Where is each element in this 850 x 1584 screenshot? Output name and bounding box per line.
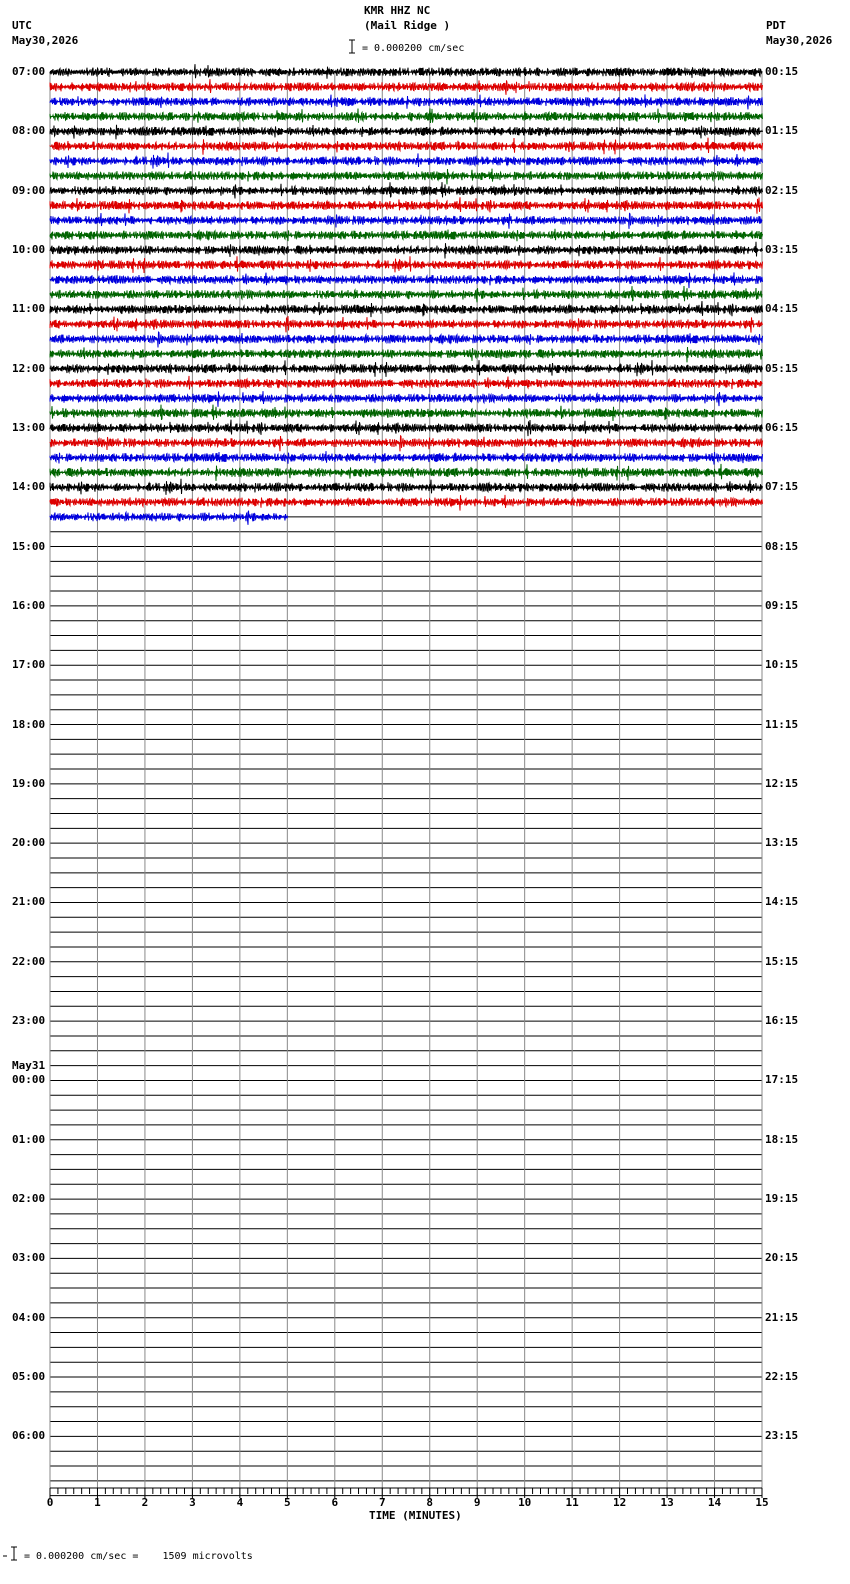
trace-line [50, 153, 763, 169]
trace-line [50, 125, 763, 140]
left-timezone: UTC [12, 19, 32, 32]
local-hour-label: 22:15 [765, 1370, 799, 1384]
trace-line [50, 138, 763, 155]
x-tick-label: 6 [331, 1496, 339, 1509]
x-tick-label: 11 [565, 1496, 579, 1509]
local-hour-label: 07:15 [765, 480, 799, 494]
time-axis [50, 1488, 762, 1498]
utc-hour-label: 04:00 [12, 1310, 46, 1324]
utc-hour-label: 20:00 [12, 836, 46, 850]
left-date: May30,2026 [12, 34, 79, 47]
trace-line [50, 64, 763, 79]
utc-hour-label: 00:00 [12, 1073, 46, 1087]
trace-line [50, 479, 763, 495]
local-hour-label: 11:15 [765, 717, 799, 731]
seismic-traces [50, 64, 763, 525]
date-change-label: May31 [12, 1059, 46, 1073]
utc-hour-label: 06:00 [12, 1429, 46, 1443]
utc-hour-label: 16:00 [12, 598, 46, 612]
trace-line [50, 94, 763, 109]
utc-hour-label: 03:00 [12, 1251, 46, 1265]
local-hour-label: 06:15 [765, 420, 799, 434]
trace-line [50, 436, 763, 451]
right-date: May30,2026 [766, 34, 833, 47]
x-axis-label: TIME (MINUTES) [369, 1509, 462, 1522]
trace-line [50, 391, 763, 407]
trace-line [50, 464, 763, 481]
trace-line [50, 495, 763, 511]
utc-hour-label: 12:00 [12, 361, 46, 375]
x-tick-label: 1 [94, 1496, 101, 1509]
trace-line [50, 347, 763, 362]
x-tick-label: 10 [518, 1496, 532, 1509]
local-hour-label: 16:15 [765, 1014, 799, 1028]
trace-line [50, 420, 763, 436]
utc-hour-label: 05:00 [12, 1370, 46, 1384]
footer-scale-bar-icon [3, 1547, 17, 1560]
trace-line [50, 316, 763, 332]
local-hour-label: 21:15 [765, 1310, 799, 1324]
utc-hour-label: 17:00 [12, 658, 46, 672]
utc-hour-label: 02:00 [12, 1192, 46, 1206]
trace-line [50, 169, 763, 185]
trace-line [50, 332, 763, 347]
trace-line [50, 451, 763, 464]
utc-hour-label: 18:00 [12, 717, 46, 731]
utc-hour-label: 07:00 [12, 65, 46, 78]
local-hour-label: 17:15 [765, 1073, 799, 1087]
footer-scale-label: = 0.000200 cm/sec = 1509 microvolts [24, 1551, 253, 1562]
scale-bar-icon [349, 40, 355, 53]
x-tick-label: 14 [707, 1496, 722, 1509]
right-timezone: PDT [766, 19, 786, 32]
local-hour-label: 19:15 [765, 1192, 799, 1206]
utc-hour-label: 15:00 [12, 539, 46, 553]
local-hour-label: 02:15 [765, 183, 799, 197]
local-hour-label: 14:15 [765, 895, 799, 909]
trace-line [50, 108, 763, 123]
trace-line [50, 213, 763, 229]
local-hour-label: 12:15 [765, 776, 799, 790]
trace-line [50, 197, 763, 213]
utc-hour-label: 11:00 [12, 302, 46, 316]
local-hour-label: 04:15 [765, 302, 799, 316]
utc-hour-label: 22:00 [12, 954, 46, 968]
trace-line [50, 405, 763, 421]
local-hour-label: 08:15 [765, 539, 799, 553]
utc-hour-label: 01:00 [12, 1132, 46, 1146]
local-hour-label: 13:15 [765, 836, 799, 850]
x-tick-label: 2 [141, 1496, 149, 1509]
local-hour-label: 03:15 [765, 242, 799, 256]
x-tick-label: 8 [426, 1496, 434, 1509]
local-hour-label: 15:15 [765, 954, 799, 968]
x-tick-label: 0 [46, 1496, 54, 1509]
x-tick-label: 9 [473, 1496, 481, 1509]
local-hour-label: 23:15 [765, 1429, 799, 1443]
utc-hour-label: 13:00 [12, 420, 46, 434]
utc-hour-label: 19:00 [12, 776, 46, 790]
trace-line [50, 286, 763, 302]
local-hour-label: 05:15 [765, 361, 799, 375]
trace-line [50, 511, 288, 525]
trace-line [50, 229, 763, 241]
scale-label: = 0.000200 cm/sec [362, 43, 465, 54]
local-hour-label: 20:15 [765, 1251, 799, 1265]
x-tick-label: 13 [660, 1496, 674, 1509]
trace-line [50, 301, 763, 317]
utc-hour-label: 14:00 [12, 480, 46, 494]
local-hour-label: 18:15 [765, 1132, 799, 1146]
trace-line [50, 376, 763, 390]
station-location: (Mail Ridge ) [364, 19, 451, 32]
x-tick-label: 3 [189, 1496, 196, 1509]
station-title: KMR HHZ NC [364, 4, 431, 17]
grid [50, 72, 762, 1496]
trace-line [50, 182, 763, 198]
utc-hour-label: 10:00 [12, 242, 46, 256]
trace-line [50, 360, 763, 377]
utc-hour-label: 09:00 [12, 183, 46, 197]
utc-hour-label: 23:00 [12, 1014, 46, 1028]
local-hour-label: 10:15 [765, 658, 799, 672]
x-tick-label: 12 [613, 1496, 627, 1509]
local-hour-label: 09:15 [765, 598, 799, 612]
utc-hour-label: 08:00 [12, 124, 46, 138]
trace-line [50, 242, 763, 259]
local-hour-label: 00:15 [765, 65, 799, 78]
local-hour-label: 01:15 [765, 124, 799, 138]
x-tick-label: 4 [236, 1496, 244, 1509]
trace-line [50, 79, 763, 95]
x-tick-label: 5 [284, 1496, 291, 1509]
trace-line [50, 272, 763, 288]
x-tick-label: 15 [755, 1496, 769, 1509]
utc-hour-label: 21:00 [12, 895, 46, 909]
x-tick-label: 7 [378, 1496, 386, 1509]
trace-line [50, 256, 763, 273]
